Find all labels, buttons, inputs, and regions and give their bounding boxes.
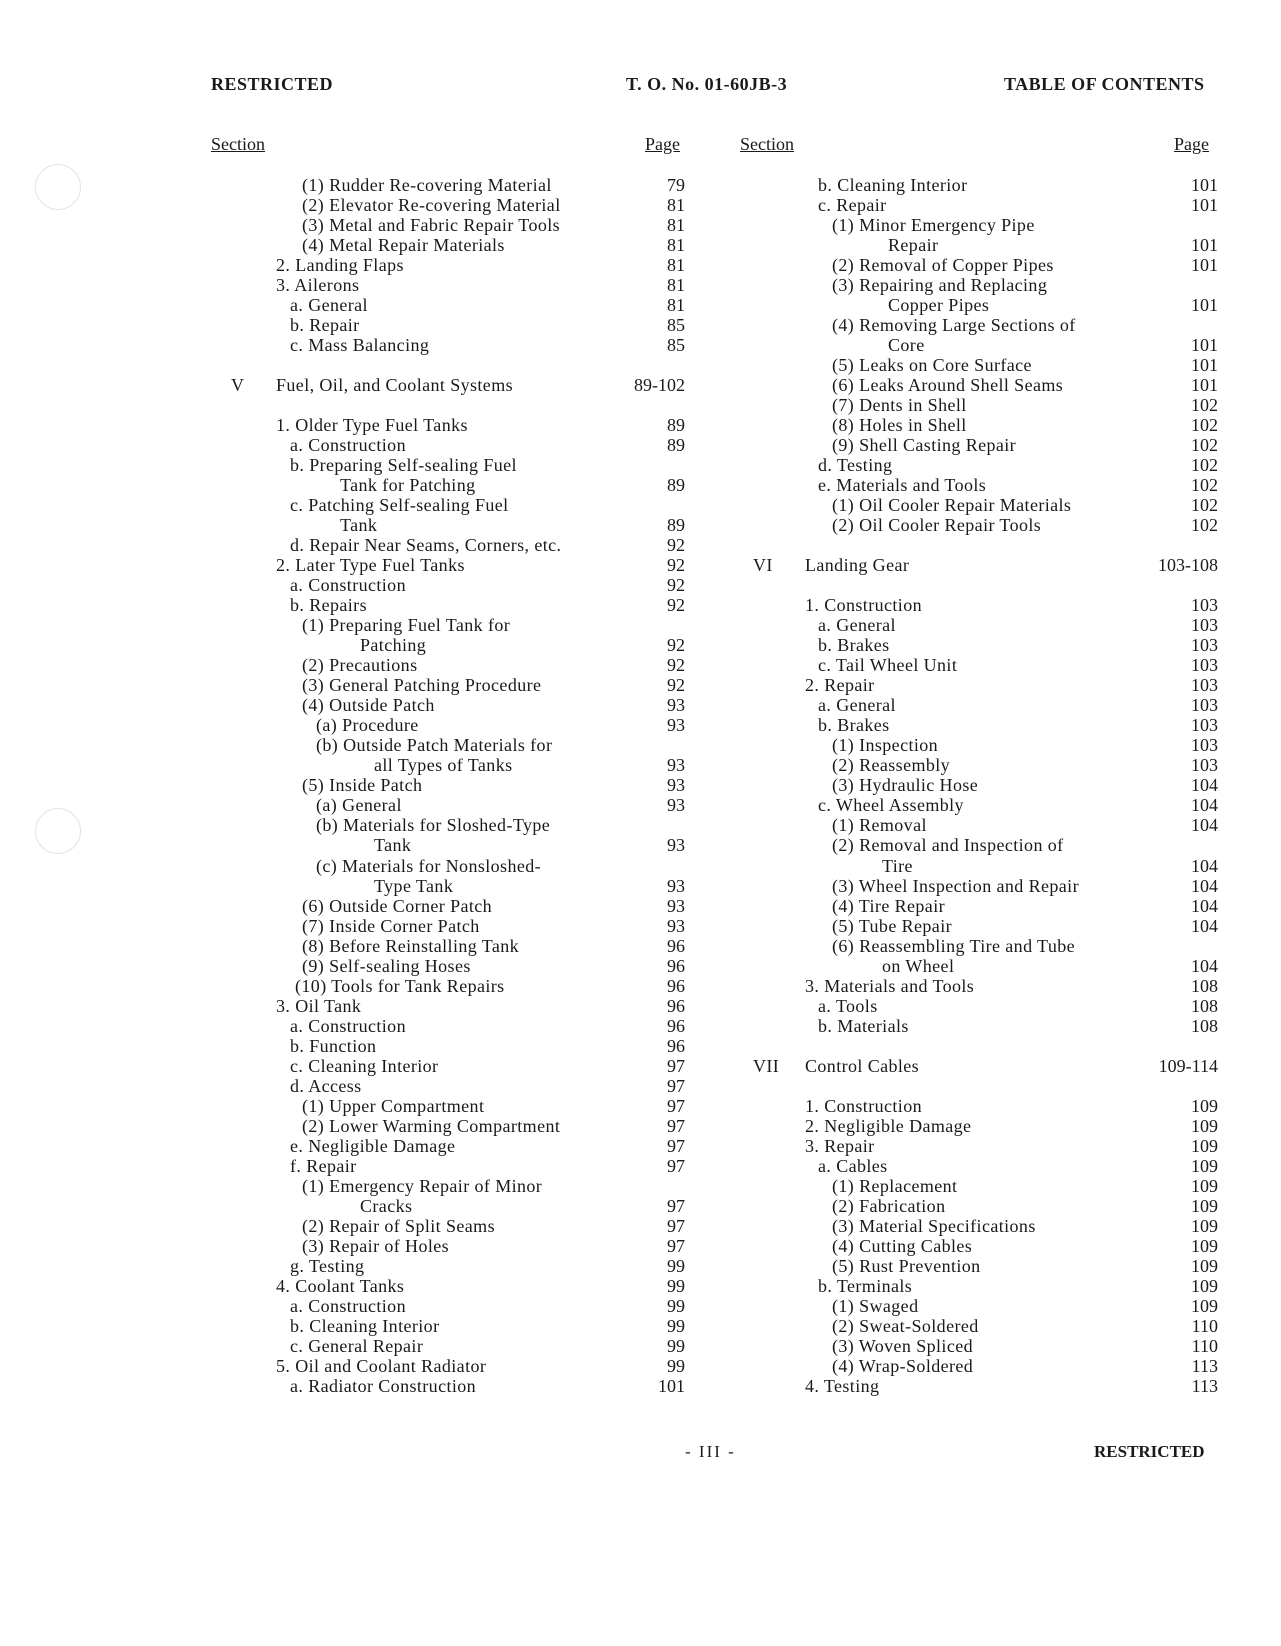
toc-page-number: 97 [667,1236,685,1256]
toc-entry: (8) Before Reinstalling Tank [302,936,520,956]
toc-page-number: 93 [667,775,685,795]
toc-entry: on Wheel [882,956,955,976]
toc-entry: b. Terminals [818,1276,913,1296]
toc-page-number: 103 [1191,655,1218,675]
toc-entry: b. Brakes [818,635,890,655]
toc-entry: (b) Outside Patch Materials for [316,735,553,755]
toc-entry: (2) Oil Cooler Repair Tools [832,515,1042,535]
toc-page-number: 96 [667,1016,685,1036]
toc-page-number: 110 [1191,1316,1218,1336]
toc-page-number: 109 [1191,1096,1218,1116]
toc-entry: a. General [818,615,896,635]
toc-entry: d. Testing [818,455,893,475]
toc-page-number: 97 [667,1096,685,1116]
toc-page-number: 109 [1191,1256,1218,1276]
toc-page-number: 97 [667,1076,685,1096]
toc-page-number: 104 [1191,896,1218,916]
toc-entry: a. General [818,695,896,715]
toc-entry: 3. Oil Tank [276,996,362,1016]
toc-entry: b. Brakes [818,715,890,735]
toc-entry: (4) Outside Patch [302,695,435,715]
toc-entry: a. Tools [818,996,878,1016]
toc-entry: V [231,375,245,395]
binder-hole [35,808,81,854]
toc-page-number: 81 [667,295,685,315]
toc-page-number: 103 [1191,735,1218,755]
toc-page-number: 103 [1191,715,1218,735]
toc-entry: Repair [888,235,939,255]
toc-page-number: 92 [667,575,685,595]
toc-entry: 4. Coolant Tanks [276,1276,405,1296]
toc-page-number: 92 [667,675,685,695]
toc-entry: Tire [882,856,913,876]
toc-entry: 2. Landing Flaps [276,255,404,275]
toc-entry: b. Repairs [290,595,367,615]
toc-page-number: 99 [667,1256,685,1276]
toc-page-number: 92 [667,655,685,675]
toc-entry: e. Negligible Damage [290,1136,456,1156]
toc-page-number: 101 [1191,195,1218,215]
toc-entry: d. Repair Near Seams, Corners, etc. [290,535,562,555]
toc-entry: (5) Rust Prevention [832,1256,981,1276]
toc-page-number: 101 [1191,235,1218,255]
toc-page-number: 96 [667,956,685,976]
toc-entry: (5) Tube Repair [832,916,952,936]
toc-page-number: 97 [667,1056,685,1076]
toc-page-number: 102 [1191,495,1218,515]
toc-entry: VI [753,555,773,575]
toc-page-number: 89 [667,475,685,495]
toc-entry: (1) Minor Emergency Pipe [832,215,1035,235]
toc-entry: b. Function [290,1036,377,1056]
toc-entry: c. Wheel Assembly [818,795,964,815]
toc-entry: 3. Materials and Tools [805,976,975,996]
toc-page-number: 99 [667,1356,685,1376]
toc-entry: c. General Repair [290,1336,424,1356]
toc-entry: Tank [340,515,378,535]
toc-entry: VII [753,1056,780,1076]
toc-page-number: 109 [1191,1216,1218,1236]
toc-page-number: 99 [667,1316,685,1336]
toc-entry: (2) Repair of Split Seams [302,1216,495,1236]
toc-entry: (1) Replacement [832,1176,958,1196]
toc-entry: b. Materials [818,1016,909,1036]
toc-page-number: 109 [1191,1236,1218,1256]
toc-entry: Core [888,335,925,355]
toc-entry: (1) Emergency Repair of Minor [302,1176,543,1196]
toc-page-number: 101 [1191,255,1218,275]
header-document-number: T. O. No. 01-60JB-3 [626,74,788,94]
toc-entry: (1) Oil Cooler Repair Materials [832,495,1072,515]
toc-entry: Fuel, Oil, and Coolant Systems [276,375,513,395]
toc-page-number: 93 [667,896,685,916]
toc-entry: (4) Metal Repair Materials [302,235,505,255]
toc-entry: (3) Woven Spliced [832,1336,973,1356]
toc-page-number: 103 [1191,695,1218,715]
toc-entry: a. Construction [290,1296,406,1316]
toc-entry: (7) Dents in Shell [832,395,967,415]
toc-entry: (3) Repairing and Replacing [832,275,1048,295]
toc-entry: (2) Reassembly [832,755,951,775]
toc-entry: c. Patching Self-sealing Fuel [290,495,509,515]
toc-page-number: 109 [1191,1276,1218,1296]
toc-entry: Control Cables [805,1056,920,1076]
toc-entry: (10) Tools for Tank Repairs [295,976,505,996]
toc-entry: a. General [290,295,368,315]
toc-entry: c. Cleaning Interior [290,1056,439,1076]
toc-entry: (8) Holes in Shell [832,415,967,435]
toc-page-number: 92 [667,635,685,655]
toc-entry: (2) Fabrication [832,1196,946,1216]
toc-entry: c. Mass Balancing [290,335,430,355]
toc-entry: 1. Older Type Fuel Tanks [276,415,468,435]
toc-page-number: 92 [667,535,685,555]
toc-page-number: 97 [667,1196,685,1216]
toc-page-number: 96 [667,976,685,996]
toc-entry: 1. Construction [805,1096,922,1116]
toc-page-number: 104 [1191,916,1218,936]
toc-entry: c. Repair [818,195,887,215]
toc-page-number: 101 [1191,355,1218,375]
toc-entry: 1. Construction [805,595,922,615]
toc-entry: Cracks [360,1196,413,1216]
toc-entry: a. Cables [818,1156,888,1176]
right-page-header: Page [1174,134,1209,154]
toc-entry: 4. Testing [805,1376,880,1396]
toc-entry: 2. Negligible Damage [805,1116,972,1136]
toc-entry: a. Radiator Construction [290,1376,477,1396]
toc-page-number: 99 [667,1336,685,1356]
toc-page-number: 103 [1191,635,1218,655]
toc-page-number: 89 [667,415,685,435]
toc-entry: (9) Self-sealing Hoses [302,956,471,976]
toc-entry: (2) Removal of Copper Pipes [832,255,1054,275]
toc-entry: all Types of Tanks [374,755,513,775]
right-section-header: Section [740,134,794,154]
toc-page-number: 81 [667,195,685,215]
toc-page-number: 97 [667,1136,685,1156]
toc-entry: (c) Materials for Nonsloshed- [316,856,542,876]
toc-entry: 3. Repair [805,1136,875,1156]
toc-page-number: 103 [1191,595,1218,615]
toc-page-number: 96 [667,936,685,956]
toc-entry: b. Repair [290,315,360,335]
toc-entry: (4) Cutting Cables [832,1236,973,1256]
toc-page-number: 104 [1191,956,1218,976]
toc-page-number: 99 [667,1276,685,1296]
toc-page-number: 99 [667,1296,685,1316]
toc-entry: (3) Hydraulic Hose [832,775,979,795]
toc-entry: Landing Gear [805,555,910,575]
footer-page-number: - III - [685,1442,736,1461]
toc-entry: f. Repair [290,1156,357,1176]
toc-entry: 5. Oil and Coolant Radiator [276,1356,487,1376]
toc-page-number: 85 [667,335,685,355]
toc-page-number: 110 [1191,1336,1218,1356]
toc-page-number: 97 [667,1116,685,1136]
toc-page-number: 102 [1191,515,1218,535]
toc-entry: a. Construction [290,435,406,455]
toc-page-number: 92 [667,595,685,615]
toc-entry: (1) Inspection [832,735,939,755]
toc-entry: (4) Tire Repair [832,896,945,916]
toc-entry: Tank for Patching [340,475,476,495]
toc-entry: Copper Pipes [888,295,990,315]
toc-entry: b. Preparing Self-sealing Fuel [290,455,517,475]
toc-page-number: 102 [1191,455,1218,475]
toc-entry: (6) Outside Corner Patch [302,896,493,916]
toc-page-number: 109 [1191,1196,1218,1216]
toc-page-number: 101 [1191,375,1218,395]
toc-page-number: 101 [658,1376,685,1396]
toc-page-number: 81 [667,235,685,255]
toc-page-number: 79 [667,175,685,195]
toc-page-number: 102 [1191,435,1218,455]
toc-page-number: 109 [1191,1176,1218,1196]
toc-entry: a. Construction [290,1016,406,1036]
header-classification: RESTRICTED [211,74,334,94]
toc-page-number: 89-102 [634,375,685,395]
toc-page-number: 102 [1191,395,1218,415]
toc-page-number: 103-108 [1158,555,1218,575]
toc-page-number: 93 [667,916,685,936]
toc-entry: a. Construction [290,575,406,595]
binder-hole [35,164,81,210]
toc-entry: (3) Material Specifications [832,1216,1036,1236]
toc-entry: (3) General Patching Procedure [302,675,542,695]
toc-page-number: 103 [1191,755,1218,775]
toc-entry: (7) Inside Corner Patch [302,916,480,936]
toc-entry: 2. Later Type Fuel Tanks [276,555,465,575]
toc-entry: (5) Leaks on Core Surface [832,355,1032,375]
toc-entry: (2) Lower Warming Compartment [302,1116,561,1136]
header-title: TABLE OF CONTENTS [1004,74,1205,94]
toc-entry: (1) Removal [832,815,927,835]
toc-entry: (a) Procedure [316,715,419,735]
toc-page-number: 81 [667,255,685,275]
toc-page-number: 85 [667,315,685,335]
toc-page-number: 103 [1191,675,1218,695]
toc-entry: 3. Ailerons [276,275,360,295]
toc-page-number: 109 [1191,1296,1218,1316]
toc-page-number: 93 [667,715,685,735]
toc-page-number: 109 [1191,1116,1218,1136]
toc-page-number: 97 [667,1216,685,1236]
toc-entry: Tank [374,835,412,855]
toc-entry: (4) Removing Large Sections of [832,315,1076,335]
toc-entry: (6) Reassembling Tire and Tube [832,936,1076,956]
toc-page-number: 92 [667,555,685,575]
toc-page-number: 109 [1191,1136,1218,1156]
toc-page-number: 104 [1191,876,1218,896]
toc-entry: (1) Swaged [832,1296,919,1316]
toc-page-number: 101 [1191,295,1218,315]
toc-page-number: 93 [667,695,685,715]
toc-entry: (9) Shell Casting Repair [832,435,1017,455]
left-section-header: Section [211,134,265,154]
toc-page-number: 102 [1191,475,1218,495]
toc-page-number: 93 [667,876,685,896]
toc-page-number: 81 [667,215,685,235]
toc-entry: (2) Elevator Re-covering Material [302,195,561,215]
toc-entry: Patching [360,635,427,655]
toc-entry: b. Cleaning Interior [818,175,968,195]
toc-page-number: 104 [1191,795,1218,815]
toc-entry: (1) Preparing Fuel Tank for [302,615,511,635]
toc-entry: Type Tank [374,876,454,896]
toc-page-number: 108 [1191,996,1218,1016]
toc-page-number: 109 [1191,1156,1218,1176]
toc-entry: (2) Sweat-Soldered [832,1316,979,1336]
toc-page-number: 89 [667,515,685,535]
toc-entry: (2) Precautions [302,655,418,675]
toc-page-number: 108 [1191,1016,1218,1036]
toc-page-number: 89 [667,435,685,455]
toc-page-number: 104 [1191,815,1218,835]
toc-entry: (2) Removal and Inspection of [832,835,1064,855]
toc-page-number: 97 [667,1156,685,1176]
toc-entry: (3) Repair of Holes [302,1236,450,1256]
toc-entry: e. Materials and Tools [818,475,987,495]
toc-entry: (1) Rudder Re-covering Material [302,175,552,195]
toc-page-number: 103 [1191,615,1218,635]
toc-entry: (1) Upper Compartment [302,1096,485,1116]
toc-page-number: 101 [1191,175,1218,195]
toc-entry: (3) Wheel Inspection and Repair [832,876,1079,896]
toc-page-number: 104 [1191,856,1218,876]
toc-page-number: 109-114 [1158,1056,1218,1076]
toc-page-number: 113 [1191,1376,1218,1396]
toc-page-number: 113 [1191,1356,1218,1376]
toc-entry: d. Access [290,1076,362,1096]
toc-page-number: 96 [667,1036,685,1056]
toc-page-number: 96 [667,996,685,1016]
toc-entry: c. Tail Wheel Unit [818,655,958,675]
toc-page-number: 93 [667,835,685,855]
footer-classification: RESTRICTED [1094,1442,1205,1461]
toc-entry: g. Testing [290,1256,365,1276]
toc-page-number: 101 [1191,335,1218,355]
toc-entry: (6) Leaks Around Shell Seams [832,375,1064,395]
toc-page-number: 93 [667,755,685,775]
toc-entry: (b) Materials for Sloshed-Type [316,815,551,835]
toc-entry: (4) Wrap-Soldered [832,1356,974,1376]
toc-page-number: 102 [1191,415,1218,435]
toc-entry: (a) General [316,795,402,815]
toc-entry: (3) Metal and Fabric Repair Tools [302,215,561,235]
toc-page-number: 81 [667,275,685,295]
left-page-header: Page [645,134,680,154]
toc-entry: b. Cleaning Interior [290,1316,440,1336]
toc-page-number: 108 [1191,976,1218,996]
toc-page-number: 93 [667,795,685,815]
toc-entry: (5) Inside Patch [302,775,423,795]
toc-entry: 2. Repair [805,675,875,695]
toc-page-number: 104 [1191,775,1218,795]
